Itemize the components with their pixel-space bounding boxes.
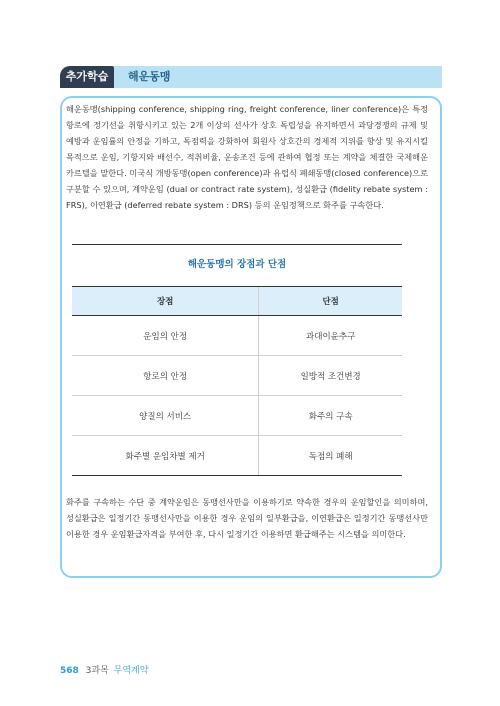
- page-footer: [60, 663, 148, 676]
- intro-paragraph: 해운동맹(shipping conference, shipping ring, freight conference, liner conference)은 특정항로에 정기선을 취항시키고 있는 2개 이상의 선사가 상호 독립성을 유지하면서 과당경쟁의 규제 및 예방과 운임률의 안정을 기하고, 독점력을 강화하여 회원사 상호간의 경제적 지위를 향상 및 유지시킬 목적으로 운임, 기항지와 배선수, 적취비율, 운송조건 등에 관하여 협정 또는 계약을 체결한 국제해운 카르텔을 말한다. 미국식 개방동맹(open conference)과 유럽식 폐쇄동맹(closed conference)으로 구분할 수 있으며, 계약운임 (dual or contract rate system), 성실환급 (fidelity rebate system : FRS), 이연환급 (deferred rebate system : DRS) 등의 운임정책으로 화주를 구속한다.: [66, 104, 428, 210]
- pros-cons-table: [72, 286, 402, 476]
- con-cell: 과대이윤추구: [259, 316, 402, 356]
- divider-top: [72, 244, 402, 245]
- table-row: [72, 436, 402, 476]
- pro-cell: 양질의 서비스: [72, 396, 259, 436]
- con-cell: 화주의 구속: [259, 396, 402, 436]
- closing-paragraph: 화주를 구속하는 수단 중 계약운임은 동맹선사만을 이용하기로 약속한 경우의 운임할인을 의미하며, 성실환급은 일정기간 동맹선사만을 이용한 경우 운임의 일부환급을, 이연환급은 일정기간 동맹선사만 이용한 경우 운임환급자격을 부여한 후, 다시 일정기간 이용하면 환급해주는 시스템을 의미한다.: [66, 497, 428, 539]
- con-cell: 독점의 폐해: [259, 436, 402, 476]
- table-row: [72, 316, 402, 356]
- section-title: 해운동맹: [114, 66, 442, 88]
- pro-cell: 항로의 안정: [72, 356, 259, 396]
- header-cons: 단점: [259, 287, 402, 316]
- pro-cell: 운임의 안정: [143, 331, 188, 342]
- table-header-row: [72, 287, 402, 316]
- page-number: 568: [60, 666, 79, 676]
- section-header: [60, 66, 442, 88]
- chapter-title: 무역계약: [113, 666, 149, 676]
- header-pros: 장점: [72, 287, 259, 316]
- con-cell: 일방적 조건변경: [259, 356, 402, 396]
- chapter-label: 3과목: [85, 666, 109, 676]
- pro-cell: 화주별 운임차별 제거: [72, 436, 259, 476]
- extra-study-tab: 추가학습: [60, 66, 114, 88]
- table-row: [72, 356, 402, 396]
- table-row: [72, 396, 402, 436]
- table-title: 해운동맹의 장점과 단점: [187, 259, 287, 270]
